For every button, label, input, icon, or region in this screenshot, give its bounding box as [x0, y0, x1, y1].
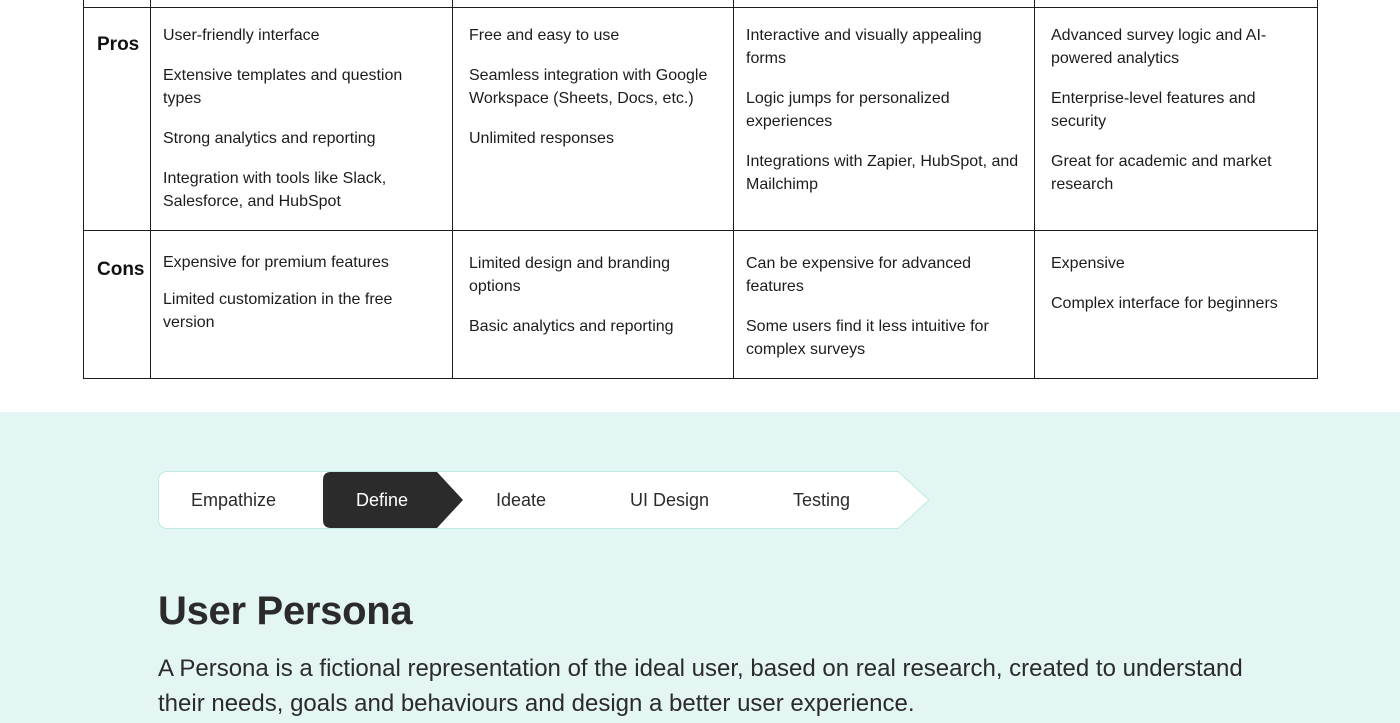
pros-cell-2 — [453, 8, 734, 231]
list-item: Complex interface for beginners — [1051, 295, 1278, 312]
table-row-header-cut — [84, 0, 1318, 8]
table-cell — [84, 0, 151, 8]
list-item: Basic analytics and reporting — [469, 318, 674, 335]
list-item: Can be expensive for advanced features — [746, 255, 972, 295]
list-item: Strong analytics and reporting — [163, 130, 376, 147]
design-process-section — [0, 412, 1400, 723]
comparison-table — [83, 0, 1318, 379]
list-item: Interactive and visually appealing forms — [746, 27, 982, 67]
cons-cell-1 — [151, 231, 453, 379]
list-item: Advanced survey logic and AI-powered analytics — [1051, 27, 1267, 67]
process-stepper — [158, 471, 930, 529]
section-description: A Persona is a fictional representation of the ideal user, based on real research, created to understand their needs, goals and behaviours and design a better user experience. — [158, 655, 1243, 717]
list-item: Limited design and branding options — [469, 255, 671, 295]
step-testing[interactable]: Testing — [793, 490, 851, 510]
list-item: Extensive templates and question types — [163, 67, 403, 107]
step-ui-design[interactable]: UI Design — [630, 490, 710, 510]
cons-row-label: Cons — [84, 231, 151, 379]
pros-cell-4 — [1035, 8, 1318, 231]
step-empathize[interactable]: Empathize — [191, 490, 277, 510]
list-item: Free and easy to use — [469, 27, 620, 44]
table-cell — [1035, 0, 1318, 8]
table-cell — [734, 0, 1035, 8]
pros-cell-1 — [151, 8, 453, 231]
list-item: Some users find it less intuitive for complex surveys — [746, 318, 989, 358]
list-item: Expensive — [1051, 255, 1125, 272]
list-item: Integration with tools like Slack, Salesforce, and HubSpot — [163, 170, 387, 210]
pros-row-label: Pros — [84, 8, 151, 231]
list-item: Great for academic and market research — [1051, 153, 1272, 193]
step-define[interactable]: Define — [356, 490, 409, 510]
table-row-pros — [84, 8, 1318, 231]
pros-cell-3 — [734, 8, 1035, 231]
table-cell — [151, 0, 453, 8]
list-item: Seamless integration with Google Workspace (Sheets, Docs, etc.) — [469, 67, 708, 107]
step-ideate[interactable]: Ideate — [496, 490, 547, 510]
cons-cell-3 — [734, 231, 1035, 379]
list-item: Expensive for premium features — [163, 254, 389, 271]
list-item: Logic jumps for personalized experiences — [746, 90, 950, 130]
list-item: Enterprise-level features and security — [1051, 90, 1256, 130]
table-cell — [453, 0, 734, 8]
list-item: Unlimited responses — [469, 130, 614, 147]
list-item: Limited customization in the free version — [163, 291, 393, 331]
section-title: User Persona — [158, 589, 413, 633]
table-row-cons — [84, 231, 1318, 379]
cons-cell-2 — [453, 231, 734, 379]
cons-cell-4 — [1035, 231, 1318, 379]
list-item: Integrations with Zapier, HubSpot, and Mailchimp — [746, 153, 1019, 193]
list-item: User-friendly interface — [163, 27, 320, 44]
